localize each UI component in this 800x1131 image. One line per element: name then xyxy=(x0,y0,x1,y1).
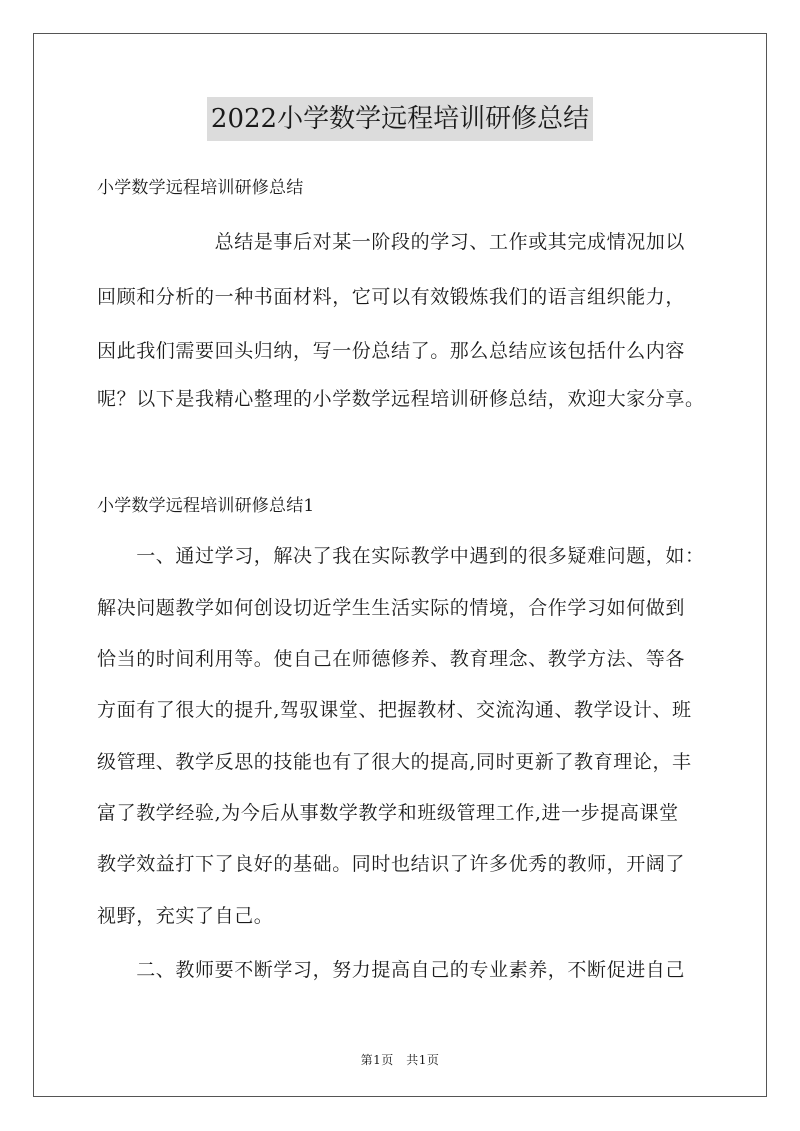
intro-line: 回顾和分析的一种书面材料，它可以有效锻炼我们的语言组织能力， xyxy=(97,286,686,308)
page-footer: 第1页 共1页 xyxy=(360,1053,440,1067)
intro-line: 因此我们需要回头归纳，写一份总结了。那么总结应该包括什么内容 xyxy=(97,340,686,362)
intro-line: 总结是事后对某一阶段的学习、工作或其完成情况加以 xyxy=(97,231,686,253)
document-subtitle: 小学数学远程培训研修总结 xyxy=(97,178,304,198)
section-heading: 小学数学远程培训研修总结1 xyxy=(97,496,315,516)
body-line: 富了教学经验,为今后从事数学教学和班级管理工作,进一步提高课堂 xyxy=(97,802,679,824)
body-line: 方面有了很大的提升,驾驭课堂、把握教材、交流沟通、教学设计、班 xyxy=(97,699,692,721)
document-title-text: 2022小学数学远程培训研修总结 xyxy=(207,97,593,141)
document-title xyxy=(0,97,800,141)
intro-line: 呢？以下是我精心整理的小学数学远程培训研修总结，欢迎大家分享。 xyxy=(97,388,705,410)
body-line: 二、教师要不断学习，努力提高自己的专业素养，不断促进自己 xyxy=(97,959,686,981)
body-line: 解决问题教学如何创设切近学生生活实际的情境，合作学习如何做到 xyxy=(97,597,686,619)
body-line: 教学效益打下了良好的基础。同时也结识了许多优秀的教师，开阔了 xyxy=(97,853,686,875)
body-line: 级管理、教学反思的技能也有了很大的提高,同时更新了教育理论，丰 xyxy=(97,751,692,773)
body-line: 恰当的时间利用等。使自己在师德修养、教育理念、教学方法、等各 xyxy=(97,648,686,670)
body-line: 一、通过学习，解决了我在实际教学中遇到的很多疑难问题，如： xyxy=(97,545,705,567)
body-line: 视野，充实了自己。 xyxy=(97,905,274,927)
